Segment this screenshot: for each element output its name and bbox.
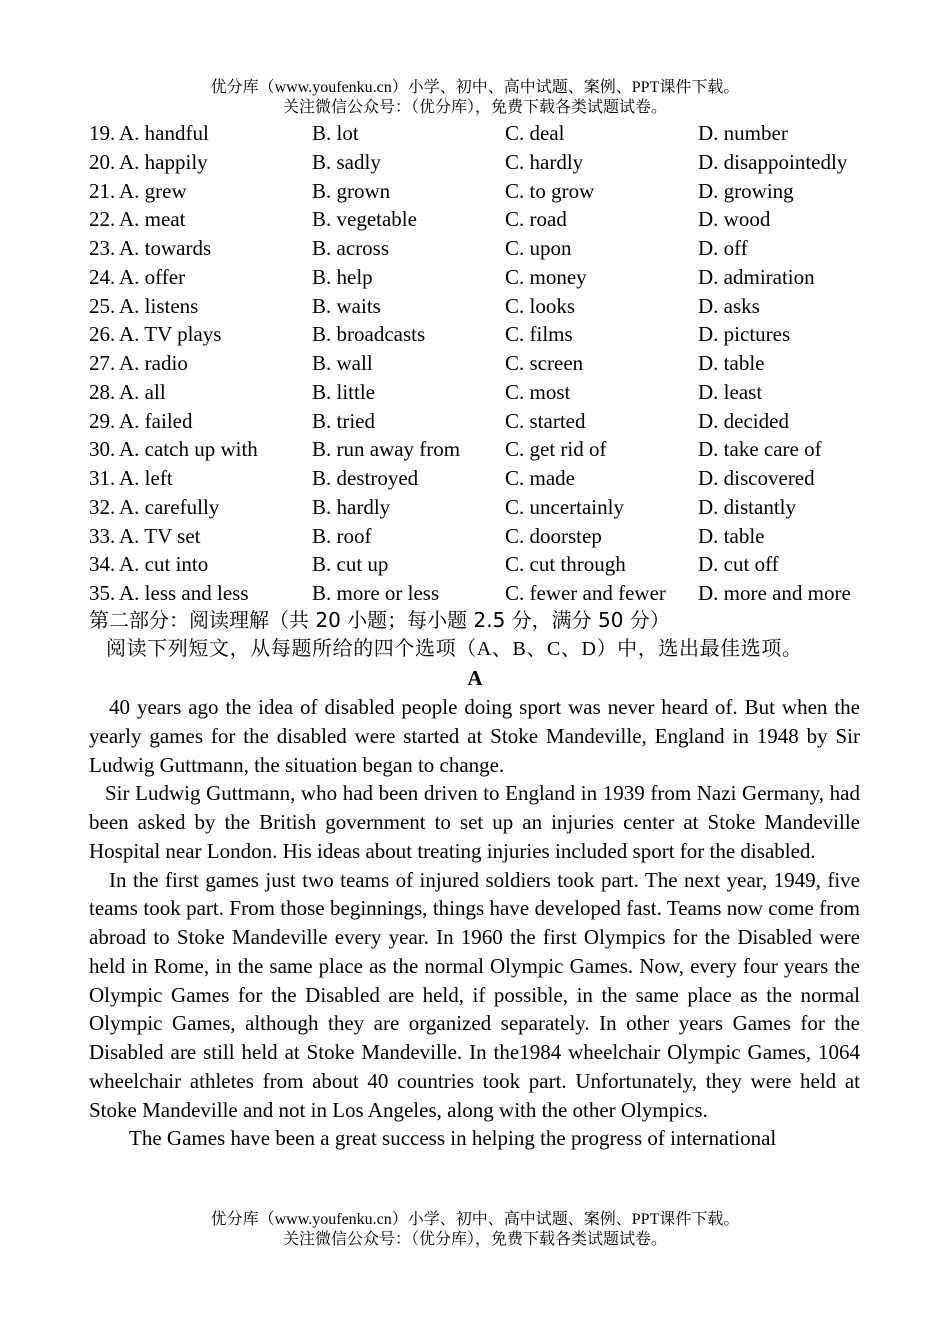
section-instruction: 阅读下列短文，从每题所给的四个选项（A、B、C、D）中，选出最佳选项。 [106,638,803,660]
question-number: 21. [89,178,116,203]
question-number: 24. [89,264,116,289]
question-row [89,464,869,493]
question-number: 32. [89,494,116,519]
passage-paragraph-1: 40 years ago the idea of disabled people doing sport was never heard of. But when the yearly games for the disabled were started at Stoke Mandeville, England in 1948 by Sir Ludwig Guttmann, the situation began to change. [89,695,860,777]
option-b: B. across [312,236,389,260]
page-header [0,78,950,118]
option-b: B. run away from [312,437,461,462]
question-number: 35. [89,581,116,605]
option-b: B. sadly [312,149,381,174]
option-b: B. wall [312,351,373,375]
question-number: 30. [89,437,116,462]
option-c: C. hardly [505,149,584,174]
question-row [89,407,869,436]
option-d: D. take care of [698,437,822,462]
option-c: C. get rid of [505,437,607,462]
question-number: 22. [89,207,116,232]
option-b: B. destroyed [312,466,419,490]
option-a: A. less and less [119,581,249,605]
option-c: C. made [505,466,575,490]
option-a: A. left [119,466,173,490]
option-d: D. wood [698,207,771,232]
option-a: A. radio [119,351,188,375]
question-number: 29. [89,408,116,433]
option-a: A. offer [119,264,186,289]
question-row [89,148,869,177]
option-a: A. failed [119,408,193,433]
question-row [89,205,869,234]
option-d: D. discovered [698,466,815,490]
question-row [89,349,869,378]
option-b: B. waits [312,293,381,318]
option-d: D. number [698,121,788,145]
cloze-options-list [89,119,869,608]
option-a: A. all [119,379,166,404]
question-row [89,320,869,349]
question-number: 26. [89,322,116,347]
question-number: 33. [89,523,116,548]
option-a: A. happily [119,149,208,174]
section-title: 第二部分：阅读理解（共 20 小题；每小题 2.5 分，满分 50 分） [89,608,670,632]
option-a: A. TV plays [119,322,222,347]
footer-line-1: 优分库（www.youfenku.cn）小学、初中、高中试题、案例、PPT课件下载。 [210,1211,740,1228]
option-c: C. screen [505,351,584,375]
header-line-2: 关注微信公众号：（优分库），免费下载各类试题试卷。 [282,99,667,116]
option-c: C. started [505,408,586,433]
question-number: 23. [89,236,116,260]
option-c: C. road [505,207,567,232]
footer-line-2: 关注微信公众号：（优分库），免费下载各类试题试卷。 [282,1231,667,1248]
header-line-1: 优分库（www.youfenku.cn）小学、初中、高中试题、案例、PPT课件下载。 [210,79,740,96]
passage-paragraph-3: In the first games just two teams of injured soldiers took part. The next year, 1949, five teams took part. From those beginnings, things have developed fast. Teams now come from abroad to Stoke Mandeville every year. In 1960 the first Olympics for the Disabled were held in Rome, in the same place as the normal Olympic Games. Now, every four years the Olympic Games for the Disabled are held, if possible, in the same place as the normal Olympic Games, although they are organized separately. In other years Games for the Disabled are still held at Stoke Mandeville. In the1984 wheelchair Olympic Games, 1064 wheelchair athletes from about 40 countries took part. Unfortunately, they were held at Stoke Mandeville and not in Los Angeles, along with the other Olympics. [89,867,860,1122]
option-a: A. TV set [119,523,201,548]
option-d: D. table [698,351,765,375]
option-b: B. grown [312,178,391,203]
option-a: A. carefully [119,494,220,519]
option-a: A. catch up with [119,437,258,462]
option-c: C. upon [505,236,572,260]
option-b: B. roof [312,523,372,548]
option-d: D. distantly [698,494,796,519]
option-d: D. pictures [698,322,791,347]
option-c: C. uncertainly [505,494,624,519]
option-a: A. meat [119,207,186,232]
question-number: 27. [89,351,116,375]
option-c: C. deal [505,121,565,145]
question-row [89,493,869,522]
option-b: B. help [312,264,373,289]
page-footer [0,1210,950,1250]
passage-paragraph-4: The Games have been a great success in helping the progress of international [129,1126,777,1151]
option-a: A. handful [119,121,209,145]
option-b: B. little [312,379,375,404]
option-d: D. cut off [698,552,779,577]
question-number: 25. [89,293,116,318]
question-row [89,234,869,263]
option-c: C. doorstep [505,523,602,548]
question-number: 28. [89,379,116,404]
option-d: D. admiration [698,264,815,289]
question-number: 19. [89,121,116,145]
option-d: D. decided [698,408,789,433]
option-d: D. least [698,379,763,404]
passage-paragraph-2: Sir Ludwig Guttmann, who had been driven to England in 1939 from Nazi Germany, had been asked by the British government to set up an injuries center at Stoke Mandeville Hospital near London. His ideas about treating injuries included sport for the disabled. [89,781,860,863]
option-c: C. to grow [505,178,595,203]
option-a: A. listens [119,293,199,318]
option-b: B. lot [312,121,359,145]
question-row [89,119,869,148]
option-d: D. asks [698,293,760,318]
option-c: C. cut through [505,552,626,577]
question-row [89,435,869,464]
option-c: C. most [505,379,571,404]
question-row [89,292,869,321]
passage-body [89,693,860,1153]
option-d: D. growing [698,178,794,203]
option-b: B. hardly [312,494,391,519]
option-b: B. vegetable [312,207,417,232]
question-row [89,579,869,608]
option-b: B. cut up [312,552,389,577]
option-c: C. money [505,264,587,289]
option-b: B. tried [312,408,375,433]
option-c: C. films [505,322,573,347]
question-row [89,550,869,579]
question-row [89,522,869,551]
question-row [89,177,869,206]
option-d: D. off [698,236,748,260]
option-d: D. disappointedly [698,149,848,174]
option-c: C. looks [505,293,576,318]
option-a: A. towards [119,236,212,260]
question-row [89,378,869,407]
option-d: D. more and more [698,581,851,605]
option-b: B. broadcasts [312,322,426,347]
question-number: 31. [89,466,116,490]
option-c: C. fewer and fewer [505,581,666,605]
option-b: B. more or less [312,581,440,605]
question-number: 34. [89,552,116,577]
option-a: A. cut into [119,552,209,577]
option-d: D. table [698,523,765,548]
question-row [89,263,869,292]
question-number: 20. [89,149,116,174]
option-a: A. grew [119,178,187,203]
passage-title: A [467,666,483,690]
